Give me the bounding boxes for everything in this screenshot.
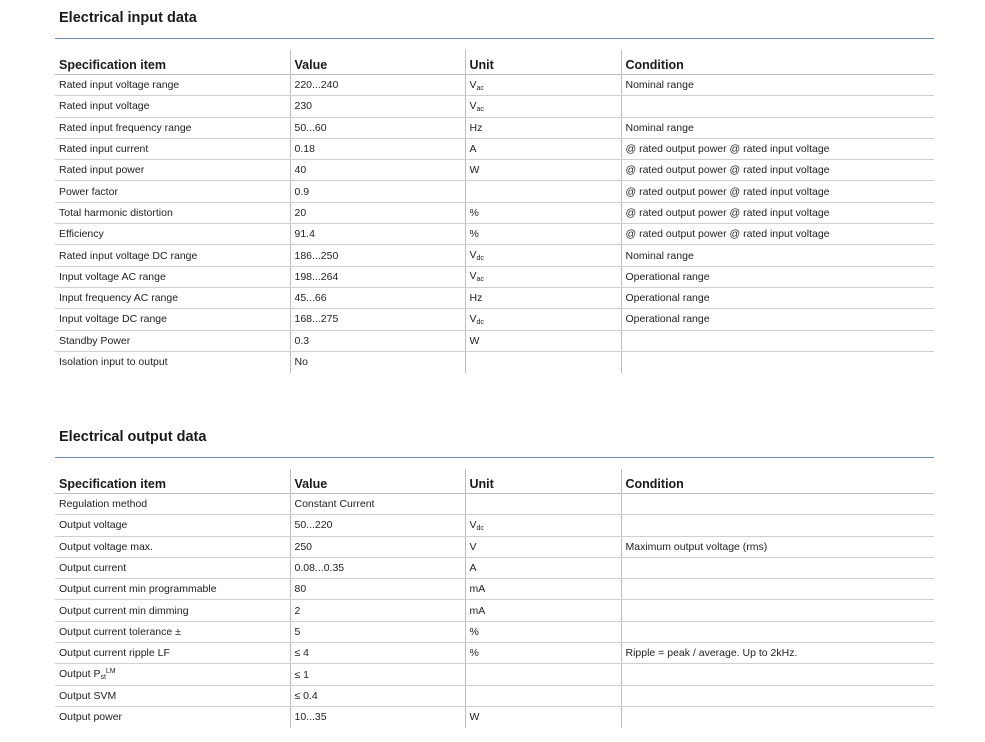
unit-cell bbox=[465, 351, 621, 372]
spec-item-text: Power factor bbox=[59, 185, 118, 198]
value-cell: 50...60 bbox=[290, 117, 465, 138]
spec-item-text: Rated input power bbox=[59, 164, 145, 177]
unit-text: % bbox=[469, 647, 479, 660]
unit-cell bbox=[465, 266, 621, 287]
table-row bbox=[55, 515, 934, 536]
spec-item-text: Input frequency AC range bbox=[59, 292, 179, 305]
table-row bbox=[55, 685, 934, 706]
table-row bbox=[55, 266, 934, 287]
spec-item-cell bbox=[55, 309, 290, 330]
spec-item-cell bbox=[55, 706, 290, 727]
table-row bbox=[55, 557, 934, 578]
unit-text: Hz bbox=[469, 292, 483, 305]
condition-cell bbox=[621, 351, 934, 372]
spec-item-cell bbox=[55, 536, 290, 557]
table-row bbox=[55, 536, 934, 557]
table-row bbox=[55, 181, 934, 202]
value-cell: ≤ 0.4 bbox=[290, 685, 465, 706]
condition-cell: Ripple = peak / average. Up to 2kHz. bbox=[621, 643, 934, 664]
input-table-body bbox=[55, 75, 934, 373]
value-cell: 186...250 bbox=[290, 245, 465, 266]
column-header: Unit bbox=[465, 50, 621, 75]
condition-cell bbox=[621, 494, 934, 515]
condition-cell: @ rated output power @ rated input voltage bbox=[621, 181, 934, 202]
spec-item-text: Output current bbox=[59, 562, 127, 575]
table-row bbox=[55, 643, 934, 664]
condition-cell bbox=[621, 96, 934, 117]
column-header: Value bbox=[290, 50, 465, 75]
unit-text: W bbox=[469, 334, 480, 347]
condition-cell bbox=[621, 685, 934, 706]
unit-text: mA bbox=[469, 604, 486, 617]
unit-cell bbox=[465, 536, 621, 557]
spec-item-cell bbox=[55, 621, 290, 642]
column-header: Value bbox=[290, 469, 465, 494]
spec-item-cell bbox=[55, 515, 290, 536]
spec-item-text: Output SVM bbox=[59, 689, 117, 702]
table-row bbox=[55, 117, 934, 138]
table-row bbox=[55, 160, 934, 181]
table-row bbox=[55, 664, 934, 685]
unit-cell bbox=[465, 309, 621, 330]
spec-item-cell bbox=[55, 266, 290, 287]
unit-cell bbox=[465, 160, 621, 181]
unit-cell bbox=[465, 621, 621, 642]
value-cell: 50...220 bbox=[290, 515, 465, 536]
condition-cell: @ rated output power @ rated input voltage bbox=[621, 224, 934, 245]
table-row bbox=[55, 494, 934, 515]
unit-subscript: dc bbox=[476, 524, 484, 532]
column-header: Unit bbox=[465, 469, 621, 494]
spec-item-text: Standby Power bbox=[59, 334, 131, 347]
condition-cell: Maximum output voltage (rms) bbox=[621, 536, 934, 557]
condition-cell: @ rated output power @ rated input voltage bbox=[621, 160, 934, 181]
unit-cell bbox=[465, 245, 621, 266]
value-cell: 0.9 bbox=[290, 181, 465, 202]
unit-text: % bbox=[469, 625, 479, 638]
spec-item-cell bbox=[55, 579, 290, 600]
spec-item-cell bbox=[55, 117, 290, 138]
unit-text: V bbox=[469, 249, 477, 262]
unit-text: Hz bbox=[469, 121, 483, 134]
value-cell: 168...275 bbox=[290, 309, 465, 330]
spec-item-cell bbox=[55, 181, 290, 202]
spec-item-cell bbox=[55, 202, 290, 223]
spec-item-cell bbox=[55, 557, 290, 578]
table-row bbox=[55, 138, 934, 159]
spec-item-text: Output current min dimming bbox=[59, 604, 189, 617]
spec-item-subscript: st bbox=[100, 674, 106, 682]
condition-cell bbox=[621, 557, 934, 578]
value-cell: No bbox=[290, 351, 465, 372]
spec-item-text: Regulation method bbox=[59, 498, 148, 511]
value-cell: 20 bbox=[290, 202, 465, 223]
table-row bbox=[55, 600, 934, 621]
spec-item-text: Output current min programmable bbox=[59, 583, 217, 596]
table-row bbox=[55, 96, 934, 117]
unit-text: V bbox=[469, 270, 477, 283]
condition-cell bbox=[621, 621, 934, 642]
output-section-rule bbox=[55, 457, 934, 458]
value-cell: ≤ 1 bbox=[290, 664, 465, 685]
condition-cell: Nominal range bbox=[621, 117, 934, 138]
unit-cell bbox=[465, 685, 621, 706]
value-cell: 5 bbox=[290, 621, 465, 642]
unit-subscript: ac bbox=[476, 84, 484, 92]
spec-item-cell bbox=[55, 664, 290, 685]
condition-cell bbox=[621, 330, 934, 351]
spec-item-text: Rated input voltage bbox=[59, 100, 150, 113]
value-cell: 10...35 bbox=[290, 706, 465, 727]
unit-text: W bbox=[469, 164, 480, 177]
table-row bbox=[55, 351, 934, 372]
unit-subscript: ac bbox=[476, 105, 484, 113]
table-row bbox=[55, 224, 934, 245]
spec-item-cell bbox=[55, 351, 290, 372]
unit-subscript: ac bbox=[476, 276, 484, 284]
table-header-row bbox=[55, 469, 934, 494]
value-cell: 220...240 bbox=[290, 75, 465, 96]
spec-item-cell bbox=[55, 160, 290, 181]
unit-text: V bbox=[469, 312, 477, 325]
spec-item-text: Rated input frequency range bbox=[59, 121, 192, 134]
spec-item-cell bbox=[55, 494, 290, 515]
value-cell: 80 bbox=[290, 579, 465, 600]
unit-text: mA bbox=[469, 583, 486, 596]
unit-cell bbox=[465, 224, 621, 245]
spec-item-cell bbox=[55, 138, 290, 159]
table-row bbox=[55, 245, 934, 266]
spec-item-cell bbox=[55, 224, 290, 245]
unit-cell bbox=[465, 181, 621, 202]
output-spec-table bbox=[55, 469, 934, 728]
value-cell: 0.08...0.35 bbox=[290, 557, 465, 578]
condition-cell: @ rated output power @ rated input voltage bbox=[621, 202, 934, 223]
column-header: Specification item bbox=[55, 469, 290, 494]
table-row bbox=[55, 202, 934, 223]
table-row bbox=[55, 75, 934, 96]
spec-item-text: Efficiency bbox=[59, 228, 104, 241]
spec-item-text: Output power bbox=[59, 711, 123, 724]
condition-cell bbox=[621, 600, 934, 621]
table-row bbox=[55, 621, 934, 642]
value-cell: 0.18 bbox=[290, 138, 465, 159]
spec-item-cell bbox=[55, 96, 290, 117]
spec-item-text: Output P bbox=[59, 668, 101, 681]
unit-cell bbox=[465, 579, 621, 600]
spec-item-cell bbox=[55, 75, 290, 96]
column-header: Specification item bbox=[55, 50, 290, 75]
unit-cell bbox=[465, 706, 621, 727]
value-cell: 40 bbox=[290, 160, 465, 181]
value-cell: 45...66 bbox=[290, 287, 465, 308]
unit-text: % bbox=[469, 228, 479, 241]
unit-cell bbox=[465, 515, 621, 536]
unit-cell bbox=[465, 643, 621, 664]
condition-cell: Operational range bbox=[621, 309, 934, 330]
unit-text: V bbox=[469, 99, 477, 112]
unit-cell bbox=[465, 330, 621, 351]
spec-item-text: Output current ripple LF bbox=[59, 647, 170, 660]
condition-cell: Nominal range bbox=[621, 245, 934, 266]
unit-cell bbox=[465, 138, 621, 159]
unit-text: V bbox=[469, 78, 477, 91]
unit-cell bbox=[465, 557, 621, 578]
unit-cell bbox=[465, 600, 621, 621]
input-spec-table bbox=[55, 50, 934, 373]
value-cell: 198...264 bbox=[290, 266, 465, 287]
value-cell: ≤ 4 bbox=[290, 643, 465, 664]
spec-item-text: Output voltage bbox=[59, 519, 128, 532]
unit-text: A bbox=[469, 143, 477, 156]
value-cell: 230 bbox=[290, 96, 465, 117]
unit-text: % bbox=[469, 206, 479, 219]
spec-item-text: Output current tolerance ± bbox=[59, 625, 181, 638]
table-row bbox=[55, 330, 934, 351]
spec-item-text: Total harmonic distortion bbox=[59, 206, 173, 219]
value-cell: Constant Current bbox=[290, 494, 465, 515]
condition-cell bbox=[621, 515, 934, 536]
unit-cell bbox=[465, 75, 621, 96]
value-cell: 91.4 bbox=[290, 224, 465, 245]
table-row bbox=[55, 579, 934, 600]
condition-cell bbox=[621, 706, 934, 727]
unit-subscript: dc bbox=[476, 255, 484, 263]
unit-text: V bbox=[469, 518, 477, 531]
spec-item-cell bbox=[55, 245, 290, 266]
spec-item-text: Input voltage DC range bbox=[59, 313, 167, 326]
spec-item-cell bbox=[55, 600, 290, 621]
unit-cell bbox=[465, 664, 621, 685]
spec-item-cell bbox=[55, 287, 290, 308]
spec-item-text: Rated input voltage DC range bbox=[59, 249, 198, 262]
condition-cell: Nominal range bbox=[621, 75, 934, 96]
condition-cell: Operational range bbox=[621, 287, 934, 308]
unit-subscript: dc bbox=[476, 318, 484, 326]
spec-item-text: Input voltage AC range bbox=[59, 270, 166, 283]
unit-text: V bbox=[469, 540, 477, 553]
unit-cell bbox=[465, 287, 621, 308]
unit-text: W bbox=[469, 711, 480, 724]
unit-text: A bbox=[469, 562, 477, 575]
condition-cell: @ rated output power @ rated input voltage bbox=[621, 138, 934, 159]
output-section-title: Electrical output data bbox=[59, 429, 207, 445]
spec-item-cell bbox=[55, 330, 290, 351]
table-row bbox=[55, 287, 934, 308]
input-section-title: Electrical input data bbox=[59, 10, 197, 26]
unit-cell bbox=[465, 117, 621, 138]
column-header: Condition bbox=[621, 469, 934, 494]
table-header-row bbox=[55, 50, 934, 75]
output-table-body bbox=[55, 494, 934, 728]
unit-cell bbox=[465, 202, 621, 223]
spec-item-cell bbox=[55, 643, 290, 664]
value-cell: 2 bbox=[290, 600, 465, 621]
unit-cell bbox=[465, 96, 621, 117]
input-section-rule bbox=[55, 38, 934, 39]
condition-cell bbox=[621, 579, 934, 600]
table-row bbox=[55, 309, 934, 330]
condition-cell bbox=[621, 664, 934, 685]
spec-item-text: Output voltage max. bbox=[59, 540, 153, 553]
spec-item-text: Isolation input to output bbox=[59, 356, 168, 369]
value-cell: 0.3 bbox=[290, 330, 465, 351]
spec-item-text: Rated input current bbox=[59, 143, 149, 156]
table-row bbox=[55, 706, 934, 727]
column-header: Condition bbox=[621, 50, 934, 75]
value-cell: 250 bbox=[290, 536, 465, 557]
spec-item-cell bbox=[55, 685, 290, 706]
spec-item-superscript: LM bbox=[105, 668, 116, 676]
unit-cell bbox=[465, 494, 621, 515]
condition-cell: Operational range bbox=[621, 266, 934, 287]
spec-item-text: Rated input voltage range bbox=[59, 79, 180, 92]
